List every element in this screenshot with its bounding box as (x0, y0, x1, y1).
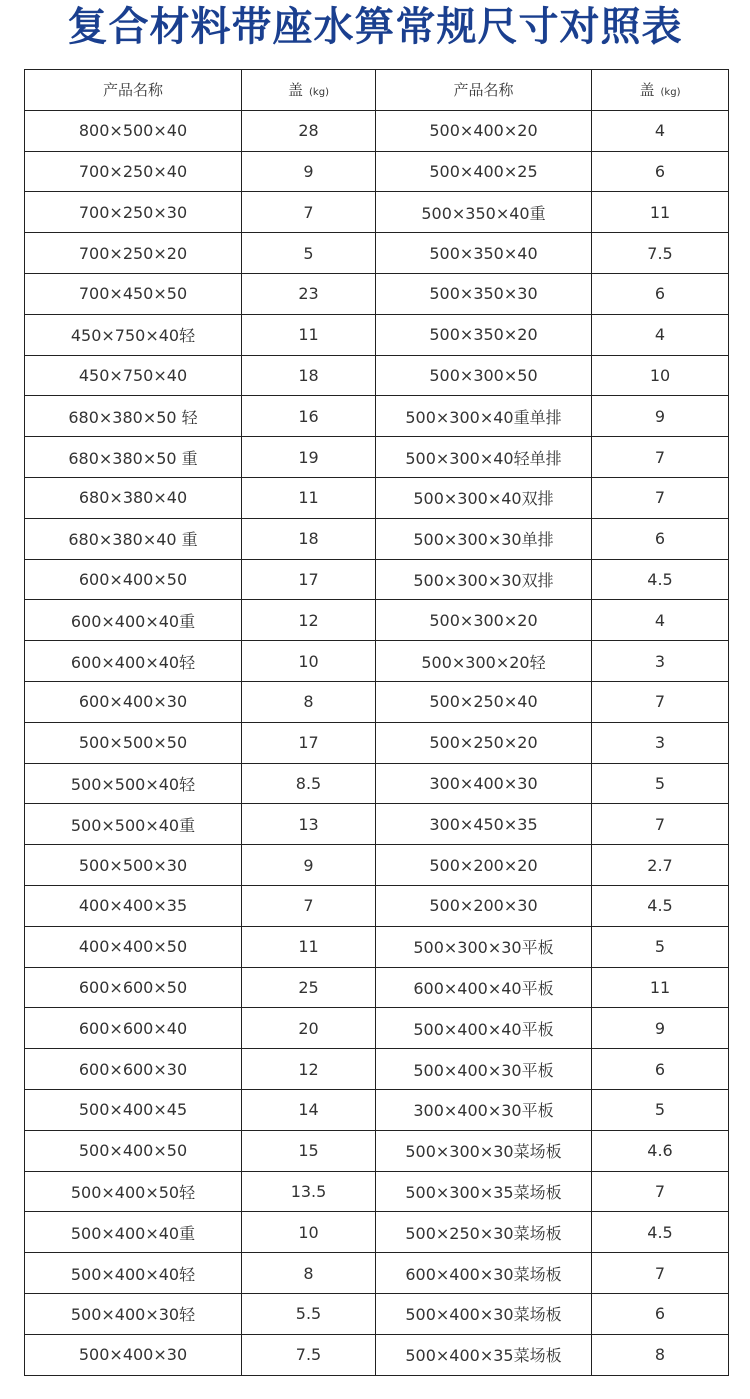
product-name-right-cell: 500×400×30菜场板 (376, 1293, 592, 1334)
table-row (25, 845, 729, 886)
cover-weight-right-cell: 4 (592, 314, 729, 355)
header-unit-label: (kg) (309, 87, 329, 99)
product-name-right-cell: 500×300×40双排 (376, 477, 592, 518)
product-name-right-cell: 500×350×30 (376, 273, 592, 314)
cover-weight-left-cell: 7.5 (242, 1334, 376, 1375)
cover-weight-left-cell: 5 (242, 233, 376, 274)
header-cover-label: 盖 (639, 81, 655, 100)
table-row (25, 1171, 729, 1212)
table-row (25, 314, 729, 355)
product-name-left-cell: 600×600×50 (25, 967, 242, 1008)
cover-weight-left-cell: 23 (242, 273, 376, 314)
product-name-right-cell: 500×300×20轻 (376, 641, 592, 682)
cover-weight-right-cell: 5 (592, 926, 729, 967)
cover-weight-left-cell: 9 (242, 845, 376, 886)
cover-weight-right-cell: 5 (592, 1089, 729, 1130)
product-name-left-cell: 500×400×30轻 (25, 1293, 242, 1334)
product-name-left-cell: 500×400×40轻 (25, 1253, 242, 1294)
product-name-right-cell: 300×450×35 (376, 804, 592, 845)
cover-weight-right-cell: 7 (592, 437, 729, 478)
cover-weight-right-cell: 10 (592, 355, 729, 396)
header-product-name-right: 产品名称 (376, 70, 592, 111)
cover-weight-left-cell: 7 (242, 192, 376, 233)
cover-weight-right-cell: 3 (592, 641, 729, 682)
cover-weight-left-cell: 13 (242, 804, 376, 845)
cover-weight-right-cell: 7 (592, 1171, 729, 1212)
product-name-right-cell: 500×250×40 (376, 681, 592, 722)
table-row (25, 804, 729, 845)
cover-weight-right-cell: 3 (592, 722, 729, 763)
table-row (25, 1253, 729, 1294)
cover-weight-right-cell: 4.5 (592, 559, 729, 600)
cover-weight-left-cell: 18 (242, 355, 376, 396)
product-name-right-cell: 500×350×40 (376, 233, 592, 274)
cover-weight-right-cell: 11 (592, 192, 729, 233)
table-body (25, 110, 729, 1375)
product-name-left-cell: 700×250×30 (25, 192, 242, 233)
table-header-row (25, 70, 729, 111)
table-row (25, 926, 729, 967)
cover-weight-left-cell: 20 (242, 1008, 376, 1049)
cover-weight-left-cell: 13.5 (242, 1171, 376, 1212)
product-name-right-cell: 500×400×25 (376, 151, 592, 192)
product-name-right-cell: 500×300×30双排 (376, 559, 592, 600)
product-name-right-cell: 500×400×35菜场板 (376, 1334, 592, 1375)
product-name-right-cell: 500×300×40轻单排 (376, 437, 592, 478)
product-name-right-cell: 500×400×40平板 (376, 1008, 592, 1049)
cover-weight-right-cell: 4 (592, 110, 729, 151)
product-name-left-cell: 680×380×50 轻 (25, 396, 242, 437)
product-name-left-cell: 680×380×40 (25, 477, 242, 518)
cover-weight-right-cell: 6 (592, 1049, 729, 1090)
cover-weight-left-cell: 9 (242, 151, 376, 192)
table-row (25, 110, 729, 151)
table-row (25, 722, 729, 763)
cover-weight-right-cell: 7 (592, 477, 729, 518)
product-name-right-cell: 600×400×30菜场板 (376, 1253, 592, 1294)
cover-weight-right-cell: 9 (592, 1008, 729, 1049)
cover-weight-right-cell: 8 (592, 1334, 729, 1375)
cover-weight-left-cell: 11 (242, 314, 376, 355)
cover-weight-left-cell: 17 (242, 559, 376, 600)
table-row (25, 1130, 729, 1171)
product-name-left-cell: 680×380×50 重 (25, 437, 242, 478)
table-row (25, 1089, 729, 1130)
product-name-left-cell: 450×750×40 (25, 355, 242, 396)
product-name-right-cell: 500×300×30平板 (376, 926, 592, 967)
cover-weight-left-cell: 19 (242, 437, 376, 478)
product-name-left-cell: 600×400×50 (25, 559, 242, 600)
cover-weight-right-cell: 7 (592, 804, 729, 845)
product-name-right-cell: 500×350×40重 (376, 192, 592, 233)
product-name-left-cell: 400×400×50 (25, 926, 242, 967)
cover-weight-left-cell: 10 (242, 641, 376, 682)
product-name-left-cell: 700×250×40 (25, 151, 242, 192)
cover-weight-left-cell: 8 (242, 1253, 376, 1294)
table-row (25, 355, 729, 396)
table-row (25, 192, 729, 233)
cover-weight-right-cell: 6 (592, 273, 729, 314)
table-row (25, 967, 729, 1008)
table-row (25, 518, 729, 559)
table-row (25, 885, 729, 926)
product-name-right-cell: 500×250×20 (376, 722, 592, 763)
cover-weight-right-cell: 7.5 (592, 233, 729, 274)
cover-weight-right-cell: 4.5 (592, 885, 729, 926)
header-cover-weight-left (242, 70, 376, 111)
table-row (25, 233, 729, 274)
cover-weight-left-cell: 5.5 (242, 1293, 376, 1334)
table-row (25, 681, 729, 722)
table-row (25, 1334, 729, 1375)
cover-weight-right-cell: 9 (592, 396, 729, 437)
product-name-right-cell: 600×400×40平板 (376, 967, 592, 1008)
size-comparison-table (24, 69, 729, 1376)
cover-weight-right-cell: 7 (592, 681, 729, 722)
product-name-left-cell: 500×400×50轻 (25, 1171, 242, 1212)
product-name-left-cell: 800×500×40 (25, 110, 242, 151)
product-name-left-cell: 500×500×50 (25, 722, 242, 763)
product-name-right-cell: 500×350×20 (376, 314, 592, 355)
table-row (25, 600, 729, 641)
product-name-right-cell: 500×400×30平板 (376, 1049, 592, 1090)
cover-weight-right-cell: 4 (592, 600, 729, 641)
cover-weight-right-cell: 4.5 (592, 1212, 729, 1253)
cover-weight-right-cell: 6 (592, 1293, 729, 1334)
cover-weight-left-cell: 14 (242, 1089, 376, 1130)
product-name-left-cell: 700×250×20 (25, 233, 242, 274)
table-row (25, 1049, 729, 1090)
product-name-left-cell: 600×600×40 (25, 1008, 242, 1049)
cover-weight-left-cell: 28 (242, 110, 376, 151)
cover-weight-left-cell: 25 (242, 967, 376, 1008)
table-row (25, 273, 729, 314)
cover-weight-right-cell: 5 (592, 763, 729, 804)
product-name-left-cell: 700×450×50 (25, 273, 242, 314)
cover-weight-right-cell: 11 (592, 967, 729, 1008)
product-name-left-cell: 600×400×30 (25, 681, 242, 722)
product-name-left-cell: 500×400×50 (25, 1130, 242, 1171)
product-name-left-cell: 600×400×40轻 (25, 641, 242, 682)
page-title: 复合材料带座水箅常规尺寸对照表 (67, 4, 683, 50)
product-name-left-cell: 500×400×45 (25, 1089, 242, 1130)
product-name-right-cell: 300×400×30平板 (376, 1089, 592, 1130)
product-name-right-cell: 500×300×35菜场板 (376, 1171, 592, 1212)
table-row (25, 641, 729, 682)
cover-weight-right-cell: 4.6 (592, 1130, 729, 1171)
product-name-left-cell: 500×500×40重 (25, 804, 242, 845)
header-cover-label: 盖 (288, 81, 304, 100)
cover-weight-left-cell: 16 (242, 396, 376, 437)
product-name-right-cell: 500×300×50 (376, 355, 592, 396)
cover-weight-left-cell: 12 (242, 600, 376, 641)
table-row (25, 1008, 729, 1049)
product-name-right-cell: 500×300×30菜场板 (376, 1130, 592, 1171)
cover-weight-left-cell: 18 (242, 518, 376, 559)
header-unit-label: (kg) (660, 87, 681, 99)
product-name-left-cell: 500×500×40轻 (25, 763, 242, 804)
table-row (25, 1293, 729, 1334)
cover-weight-left-cell: 7 (242, 885, 376, 926)
cover-weight-left-cell: 12 (242, 1049, 376, 1090)
product-name-left-cell: 500×400×40重 (25, 1212, 242, 1253)
cover-weight-right-cell: 6 (592, 151, 729, 192)
product-name-right-cell: 500×250×30菜场板 (376, 1212, 592, 1253)
cover-weight-right-cell: 7 (592, 1253, 729, 1294)
product-name-right-cell: 500×400×20 (376, 110, 592, 151)
table-row (25, 437, 729, 478)
product-name-right-cell: 500×200×20 (376, 845, 592, 886)
product-name-left-cell: 450×750×40轻 (25, 314, 242, 355)
product-name-left-cell: 400×400×35 (25, 885, 242, 926)
table-row (25, 559, 729, 600)
product-name-right-cell: 500×200×30 (376, 885, 592, 926)
product-name-left-cell: 680×380×40 重 (25, 518, 242, 559)
cover-weight-right-cell: 2.7 (592, 845, 729, 886)
product-name-right-cell: 500×300×40重单排 (376, 396, 592, 437)
cover-weight-left-cell: 15 (242, 1130, 376, 1171)
product-name-left-cell: 600×600×30 (25, 1049, 242, 1090)
cover-weight-left-cell: 11 (242, 926, 376, 967)
table-row (25, 151, 729, 192)
product-name-left-cell: 600×400×40重 (25, 600, 242, 641)
table-row (25, 763, 729, 804)
table-row (25, 396, 729, 437)
header-product-name-left: 产品名称 (25, 70, 242, 111)
cover-weight-right-cell: 6 (592, 518, 729, 559)
table-row (25, 1212, 729, 1253)
cover-weight-left-cell: 10 (242, 1212, 376, 1253)
header-cover-weight-right (592, 70, 729, 111)
cover-weight-left-cell: 8 (242, 681, 376, 722)
table-row (25, 477, 729, 518)
product-name-left-cell: 500×500×30 (25, 845, 242, 886)
cover-weight-left-cell: 8.5 (242, 763, 376, 804)
product-name-left-cell: 500×400×30 (25, 1334, 242, 1375)
product-name-right-cell: 500×300×30单排 (376, 518, 592, 559)
cover-weight-left-cell: 11 (242, 477, 376, 518)
product-name-right-cell: 500×300×20 (376, 600, 592, 641)
cover-weight-left-cell: 17 (242, 722, 376, 763)
product-name-right-cell: 300×400×30 (376, 763, 592, 804)
